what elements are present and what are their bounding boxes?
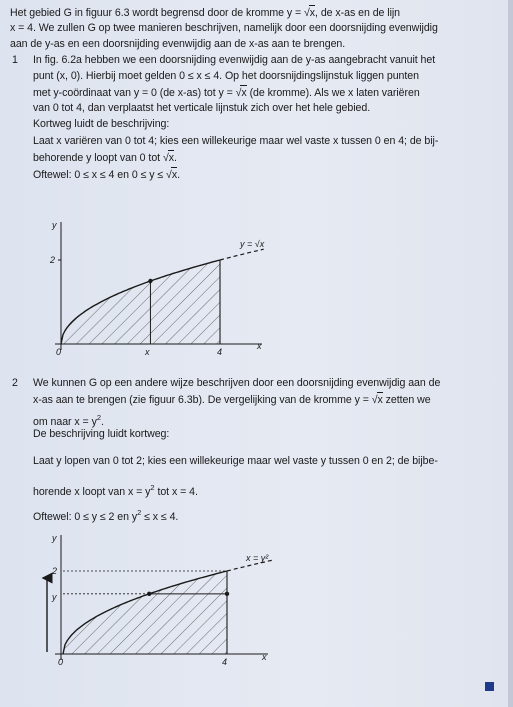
tick-label-2: 2 xyxy=(52,566,58,576)
intro-line-1: Het gebied G in figuur 6.3 wordt begrensd door de kromme y = √x, de x-as en de lijn xyxy=(10,5,400,21)
curve-x-equals-y-squared xyxy=(63,571,227,654)
item-1-line-8: Oftewel: 0 ≤ x ≤ 4 en 0 ≤ y ≤ √x. xyxy=(33,167,180,183)
shaded-region xyxy=(61,260,220,344)
curve-label: y = √x xyxy=(240,239,265,249)
x-axis-label: x xyxy=(257,341,262,351)
item-2-line-5: Laat y lopen van 0 tot 2; kies een willekeurige maar wel vaste y tussen 0 en 2; de bijbe- xyxy=(33,455,438,467)
item-2-line-3: om naar $x = y^2$. xyxy=(33,413,104,428)
shaded-region xyxy=(63,571,227,654)
item-1-number: 1 xyxy=(12,54,18,66)
item-2-line-2: x-as aan te brengen (zie figuur 6.3b). De vergelijking van de kromme y = √x zetten we xyxy=(33,392,431,408)
curve-label: x = y² xyxy=(246,553,269,563)
tick-label-y: y xyxy=(52,592,57,602)
end-of-section-marker xyxy=(485,682,494,691)
cut-point xyxy=(148,279,152,283)
item-2-line-4: De beschrijving luidt kortweg: xyxy=(33,428,170,440)
item-1-line-1: In fig. 6.2a hebben we een doorsnijding evenwijdig aan de y-as aangebracht vanuit het xyxy=(33,54,436,66)
x-axis-label: x xyxy=(262,652,267,662)
item-1-line-2: punt (x, 0). Hierbij moet gelden 0 ≤ x ≤ 4. Op het doorsnijdingslijnstuk liggen punten xyxy=(33,70,419,82)
tick-label-4: 4 xyxy=(217,347,223,357)
item-2-number: 2 xyxy=(12,377,18,389)
intro-line-2: x = 4. We zullen G op twee manieren beschrijven, namelijk door een doorsnijding evenwijdig xyxy=(10,22,438,34)
origin-label: 0 xyxy=(58,657,64,667)
item-2-line-1: We kunnen G op een andere wijze beschrijven door een doorsnijding evenwijdig aan de xyxy=(33,377,441,389)
item-1-line-5: Kortweg luidt de beschrijving: xyxy=(33,118,170,130)
intro-line-3: aan de y-as en een doorsnijding evenwijdig aan de x-as aan te brengen. xyxy=(10,38,346,50)
item-1-line-3: met y-coördinaat van y = 0 (de x-as) tot y = √x (de kromme). Als we x laten variëren xyxy=(33,85,420,101)
page-edge-stripe xyxy=(508,0,513,707)
cut-point-right xyxy=(225,592,229,596)
item-1-line-4: van 0 tot 4, dan verplaatst het verticale lijnstuk zich over het hele gebied. xyxy=(33,102,371,114)
tick-label-x: x xyxy=(145,347,150,357)
item-1-line-6: Laat x variëren van 0 tot 4; kies een willekeurige maar wel vaste x tussen 0 en 4; de bij- xyxy=(33,135,439,147)
cut-point-left xyxy=(147,592,151,596)
item-1-line-7: behorende y loopt van 0 tot √x. xyxy=(33,150,177,166)
curve-extension xyxy=(227,560,272,571)
origin-label: 0 xyxy=(56,347,62,357)
y-axis-label: y xyxy=(52,533,57,543)
y-axis-label: y xyxy=(52,220,57,230)
curve-extension xyxy=(220,249,264,260)
item-2-line-6: horende x loopt van $x = y^2$ tot x = 4. xyxy=(33,483,198,498)
tick-label-4: 4 xyxy=(222,657,228,667)
item-2-line-7: Oftewel: 0 ≤ y ≤ 2 en $y^2 \le x \le 4$. xyxy=(33,508,179,523)
curve-sqrt-x xyxy=(61,260,220,344)
tick-label-2: 2 xyxy=(50,255,56,265)
